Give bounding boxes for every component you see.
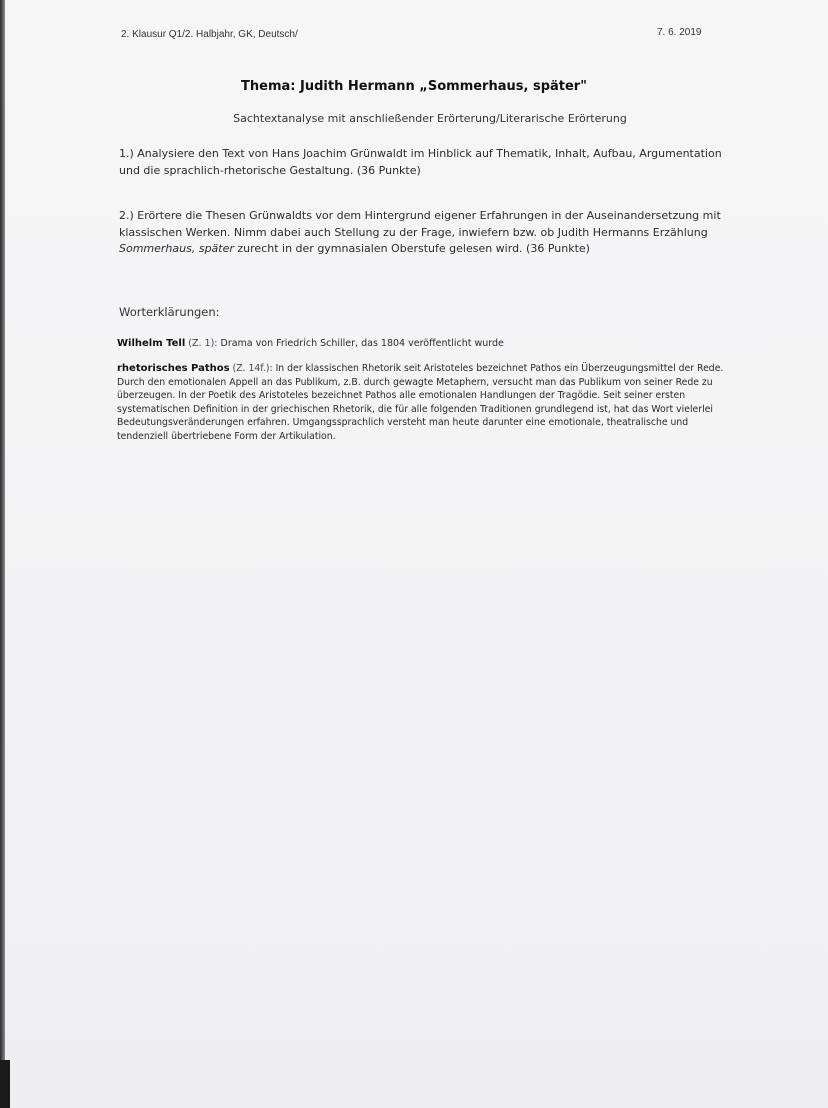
task-2-work-title: Sommerhaus, später	[119, 242, 234, 255]
glossary-line-ref: (Z. 14f.):	[229, 363, 276, 374]
exam-header: 2. Klausur Q1/2. Halbjahr, GK, Deutsch/	[121, 29, 298, 40]
task-2	[119, 208, 729, 258]
glossary-definition: Drama von Friedrich Schiller, das 1804 veröffentlicht wurde	[220, 338, 504, 349]
glossary-term: Wilhelm Tell	[117, 338, 186, 349]
glossary-term: rhetorisches Pathos	[117, 363, 230, 374]
exam-subtitle: Sachtextanalyse mit anschließender Erörterung/Literarische Erörterung	[233, 112, 627, 125]
task-2-text-before: 2.) Erörtere die Thesen Grünwaldts vor dem Hintergrund eigener Erfahrungen in der Auseinandersetzung mit klassischen Werken. Nimm dabei auch Stellung zu der Frage, inwiefern bzw. ob Judith Hermanns Erzählung	[119, 209, 721, 239]
glossary-entry-wilhelm-tell	[117, 338, 742, 349]
task-2-text-after: zurecht in der gymnasialen Oberstufe gelesen wird. (36 Punkte)	[233, 242, 590, 255]
glossary-heading: Worterklärungen:	[119, 305, 220, 319]
page-edge-corner	[0, 1060, 10, 1108]
exam-date: 7. 6. 2019	[657, 27, 702, 38]
glossary-definition: In der klassischen Rhetorik seit Aristoteles bezeichnet Pathos ein Überzeugungsmittel der Rede. Durch den emotionalen Appell an das Publikum, z.B. durch gewagte Metaphern, versucht man das Publikum von seiner Rede zu überzeugen. In der Poetik des Aristoteles bezeichnet Pathos alle emotionalen Handlungen der Tragödie. Seit seiner ersten systematischen Definition in der griechischen Rhetorik, die für alle folgenden Traditionen grundlegend ist, hat das Wort vielerlei Bedeutungsveränderungen erfahren. Umgangssprachlich versteht man heute darunter eine emotionale, theatralische und tendenziell übertriebene Form der Artikulation.	[117, 363, 724, 442]
task-1: 1.) Analysiere den Text von Hans Joachim Grünwaldt im Hinblick auf Thematik, Inhalt, Aufbau, Argumentation und die sprachlich-rhetorische Gestaltung. (36 Punkte)	[119, 147, 722, 177]
glossary-line-ref: (Z. 1):	[185, 338, 221, 349]
exam-title: Thema: Judith Hermann „Sommerhaus, später"	[241, 79, 587, 94]
glossary-entry-pathos	[117, 362, 742, 443]
page-edge-shadow	[0, 0, 5, 1108]
